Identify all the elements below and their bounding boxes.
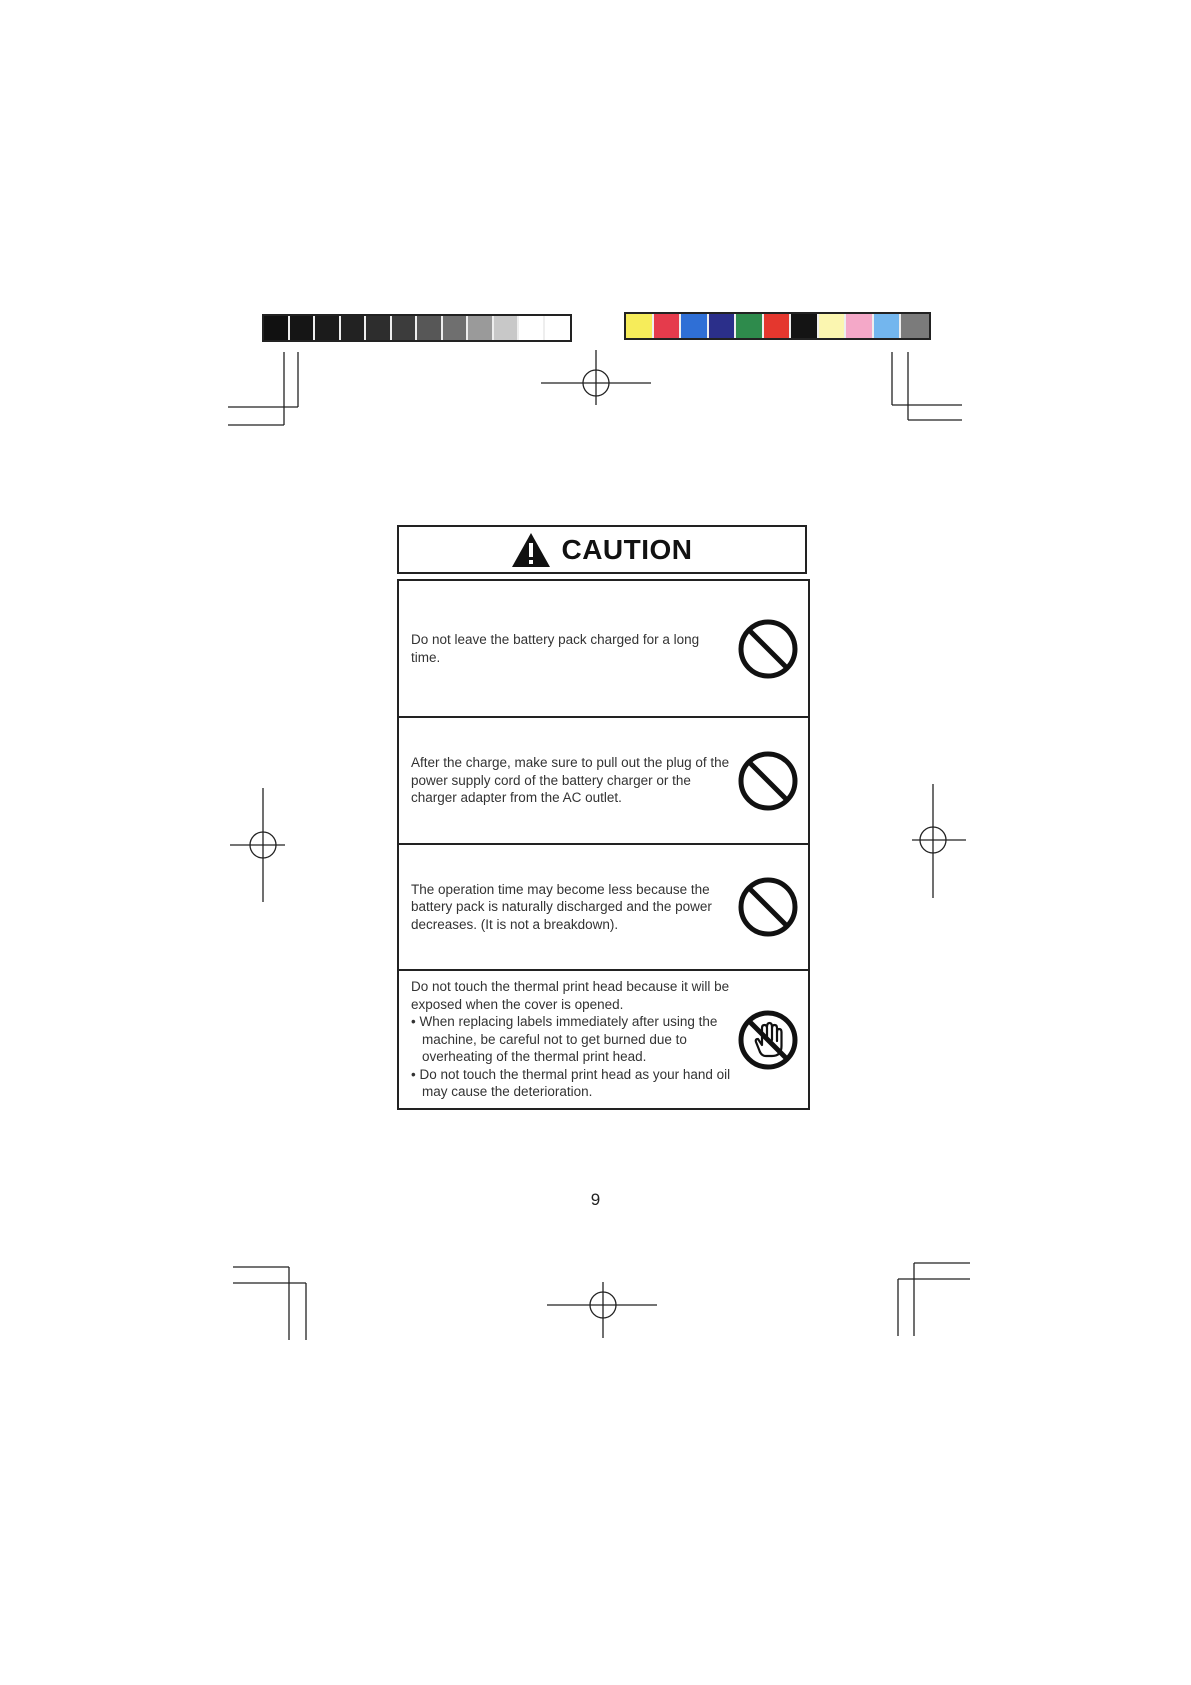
- page-number: 9: [590, 1190, 601, 1209]
- registration-mark-bottom: [547, 1282, 657, 1338]
- caution-title: CAUTION: [561, 533, 693, 565]
- caution-header: [397, 525, 807, 574]
- caution-item-text: The operation time may become less because the battery pack is naturally discharged and the power decreases. (It is not a breakdown).: [411, 881, 712, 932]
- caution-item-4: [399, 969, 808, 1108]
- caution-item-3: [399, 843, 808, 969]
- do-not-touch-icon: [736, 1008, 800, 1072]
- caution-item-text: After the charge, make sure to pull out the plug of the power supply cord of the battery charger or the charger adapter from the AC outlet.: [411, 755, 730, 806]
- caution-bullet: • When replacing labels immediately after using the machine, be careful not to get burned due to overheating of the thermal print head.: [411, 1014, 718, 1065]
- caution-item-text: Do not touch the thermal print head because it will be exposed when the cover is opened.: [411, 979, 730, 1012]
- prohibition-icon: [736, 749, 800, 813]
- crop-mark-bottom-right: [898, 1263, 970, 1336]
- crop-mark-bottom-left: [233, 1267, 306, 1340]
- crop-mark-top-right: [892, 352, 962, 420]
- crop-mark-top-left: [228, 352, 298, 425]
- caution-item-text: Do not leave the battery pack charged for a long time.: [411, 632, 700, 665]
- registration-mark-top: [541, 350, 651, 405]
- caution-item-2: [399, 716, 808, 843]
- registration-mark-right: [912, 784, 966, 898]
- caution-item-1: [399, 581, 808, 716]
- prohibition-icon: [736, 875, 800, 939]
- prohibition-icon: [736, 617, 800, 681]
- warning-triangle-icon: [511, 532, 551, 568]
- registration-mark-left: [230, 788, 285, 902]
- caution-bullet: • Do not touch the thermal print head as your hand oil may cause the deterioration.: [411, 1066, 731, 1100]
- caution-table: [397, 579, 810, 1110]
